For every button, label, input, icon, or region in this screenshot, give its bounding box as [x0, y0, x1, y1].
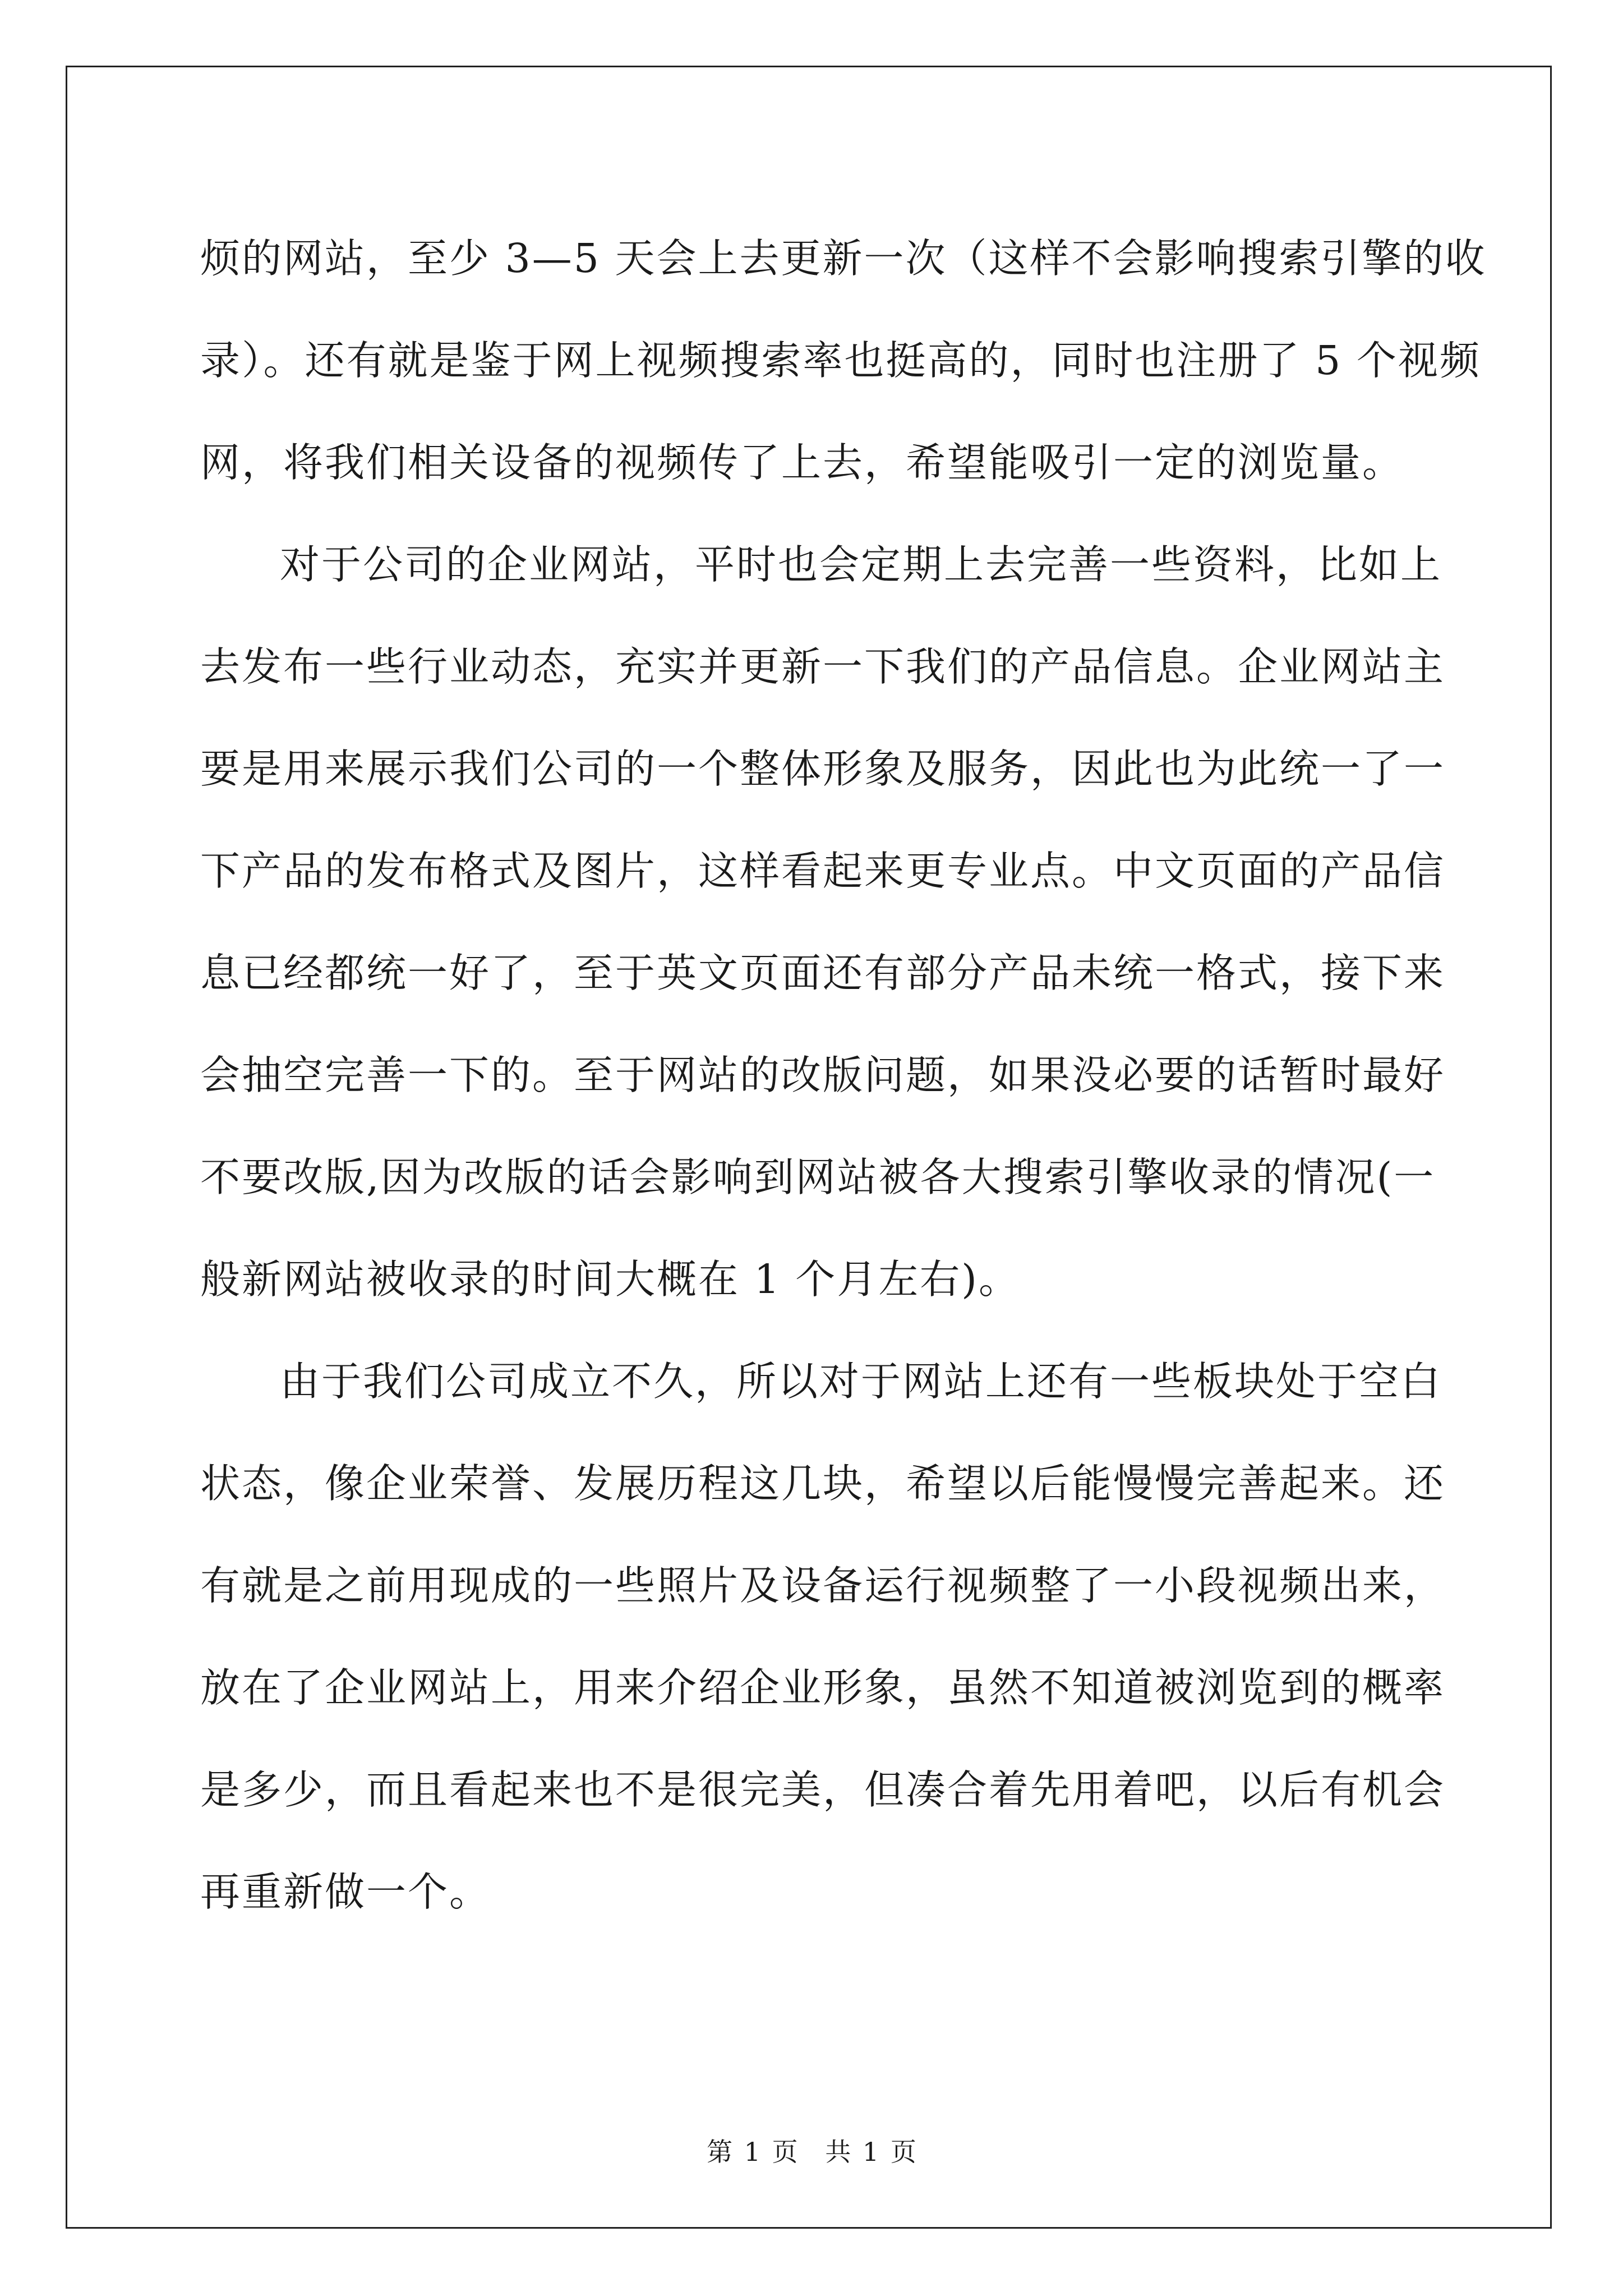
text-line: 再重新做一个。	[200, 1869, 491, 1915]
text-line: 会抽空完善一下的。至于网站的改版问题，如果没必要的话暂时最好	[200, 1052, 1446, 1098]
page-total: 共 1 页	[825, 2137, 916, 2167]
text-line: 烦的网站，至少 3—5 天会上去更新一次（这样不会影响搜索引擎的收	[200, 235, 1487, 282]
text-line: 录）。还有就是鉴于网上视频搜索率也挺高的，同时也注册了 5 个视频	[200, 337, 1481, 384]
text-line: 由于我们公司成立不久，所以对于网站上还有一些板块处于空白	[280, 1358, 1442, 1405]
text-line: 网，将我们相关设备的视频传了上去，希望能吸引一定的浏览量。	[200, 439, 1404, 486]
text-line: 般新网站被收录的时间大概在 1 个月左右)。	[200, 1256, 1021, 1303]
text-line: 息已经都统一好了，至于英文页面还有部分产品未统一格式，接下来	[200, 950, 1446, 996]
text-line: 去发布一些行业动态，充实并更新一下我们的产品信息。企业网站主	[200, 643, 1446, 690]
paragraph	[200, 1331, 1446, 1943]
text-line: 下产品的发布格式及图片，这样看起来更专业点。中文页面的产品信	[200, 848, 1446, 894]
text-line: 状态，像企业荣誉、发展历程这几块，希望以后能慢慢完善起来。还	[200, 1460, 1446, 1507]
text-line: 有就是之前用现成的一些照片及设备运行视频整了一小段视频出来，	[200, 1562, 1446, 1609]
page-footer	[0, 2132, 1623, 2169]
text-line: 对于公司的企业网站，平时也会定期上去完善一些资料，比如上	[280, 541, 1442, 588]
page-number: 第 1 页	[707, 2137, 798, 2167]
document-body	[200, 208, 1487, 1943]
text-line: 放在了企业网站上，用来介绍企业形象，虽然不知道被浏览到的概率	[200, 1664, 1446, 1711]
paragraph	[200, 208, 1487, 514]
text-line: 是多少，而且看起来也不是很完美，但凑合着先用着吧，以后有机会	[200, 1766, 1446, 1813]
text-line: 要是用来展示我们公司的一个整体形象及服务，因此也为此统一了一	[200, 746, 1446, 792]
text-line: 不要改版,因为改版的话会影响到网站被各大搜索引擎收录的情况(一	[200, 1154, 1436, 1200]
paragraph	[200, 514, 1446, 1331]
